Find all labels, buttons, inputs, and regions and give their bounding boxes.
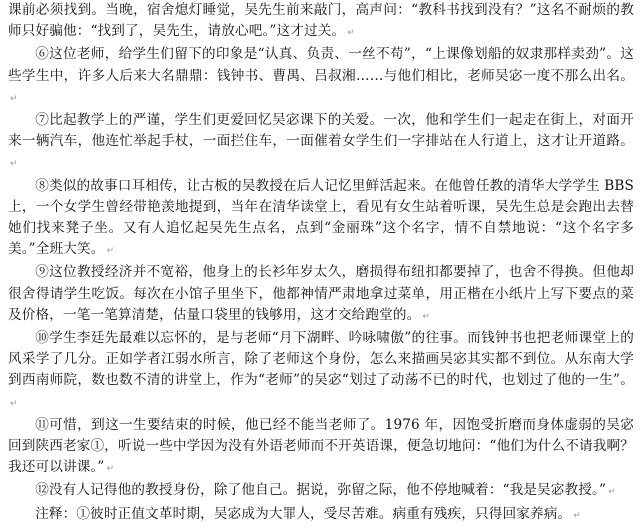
paragraph-text: ⑫没有人记得他的教授身份，除了他自己。据说，弥留之际，他不停地喊着：“我是吴宓教授。”: [35, 482, 607, 499]
paragraph-mark-icon: ↵: [10, 398, 18, 409]
document-body: [8, 0, 634, 527]
paragraph-text: ⑪可惜，到这一生要结束的时候，他已经不能当老师了。1976 年，因饱受折磨而身体虚弱的吴宓回到陕西老家①，听说一些中学因为没有外语老师而不开英语课，便急切地问：“他们为什么不请我啊？我还可以讲课。”: [8, 416, 634, 476]
paragraph-8: [8, 176, 634, 263]
paragraph-continuation: [8, 0, 634, 44]
paragraph-7: [8, 110, 634, 176]
paragraph-mark-icon: ↵: [106, 246, 115, 257]
paragraph-mark-icon: ↵: [422, 311, 431, 322]
paragraph-10: [8, 328, 634, 415]
footnote-text: 注释：①彼时正值文革时期，吴宓成为大罪人，受尽苦难。病重有残疾，只得回家养病。: [35, 505, 572, 522]
paragraph-mark-icon: ↵: [573, 510, 581, 521]
paragraph-mark-icon: ↵: [347, 28, 355, 39]
footnote: [8, 504, 634, 527]
paragraph-mark-icon: ↵: [608, 487, 616, 498]
paragraph-11: [8, 415, 634, 481]
paragraph-text: ⑨这位教授经济并不宽裕，他身上的长衫年岁太久，磨损得布纽扣都要掉了，也舍不得换。但他却很舍得请学生吃饭。每次在小馆子里坐下，他都神情严肃地拿过菜单，用正楷在小纸片上写下要点的菜及价格，一笔一笔算清楚，估量口袋里的钱够用，这才交给跑堂的。: [8, 264, 634, 323]
paragraph-12: [8, 480, 634, 503]
paragraph-text: ⑩学生李廷先最难以忘怀的，是与老师“月下湖畔、吟咏啸傲”的往事。而钱钟书也把老师课堂上的风采学了几分。正如学者江弱水所言，除了老师这个身份，怎么来描画吴宓其实都不到位。从东南大学到西南师院，数也数不清的讲堂上，作为“老师”的吴宓“划过了动荡不已的时代，也划过了他的一生”。: [8, 330, 634, 389]
paragraph-text: ⑥这位老师，给学生们留下的印象是“认真、负责、一丝不苟”，“上课像划船的奴隶那样卖劲”。这些学生中，许多人后来大名鼎鼎：钱钟书、曹禺、吕叔湘……与他们相比，老师吴宓一度不那么出名。: [8, 46, 634, 84]
paragraph-text: ⑧类似的故事口耳相传，让古板的吴教授在后人记忆里鲜活起来。在他曾任教的清华大学学生 BBS 上，一个女学生曾经带艳羡地提到，当年在清华读堂上，看见有女生站着听课，吴先生总是会跑出去替她们找来凳子坐。又有人追忆起吴先生点名，点到“金丽珠”这个名字，情不自禁地说：“这个名字多美。”全班大笑。: [8, 177, 634, 258]
paragraph-text: 课前必须找到。当晚，宿舍熄灯睡觉，吴先生前来敲门，高声问：“教科书找到没有？”这名不耐烦的教师只好骗他：“找到了，吴先生，请放心吧。”这才过关。: [8, 2, 634, 40]
paragraph-mark-icon: ↵: [10, 93, 18, 104]
paragraph-mark-icon: ↵: [106, 464, 115, 475]
paragraph-mark-icon: ↵: [10, 159, 18, 170]
paragraph-6: [8, 44, 634, 110]
paragraph-9: [8, 262, 634, 328]
paragraph-text: ⑦比起教学上的严谨，学生们更爱回忆吴宓课下的关爱。一次，他和学生们一起走在街上，对面开来一辆汽车，他连忙举起手杖，一面拦住车，一面催着女学生们一字排站在人行道上，这才让开道路。: [8, 112, 634, 150]
